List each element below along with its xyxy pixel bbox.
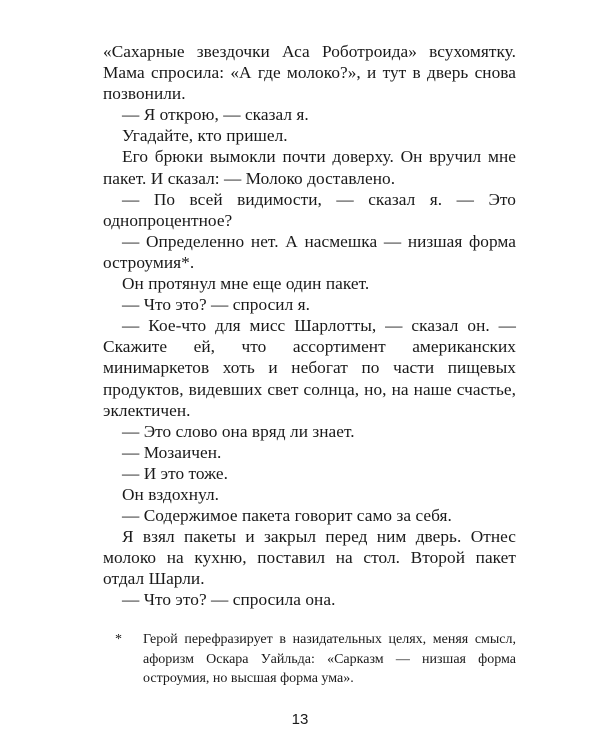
- paragraph: Я взял пакеты и закрыл перед ним дверь. Отнес молоко на кухню, поставил на стол. Второй пакет отдал Шарли.: [103, 527, 516, 589]
- paragraph: — И это тоже.: [122, 463, 228, 483]
- paragraph: Он протянул мне еще один пакет.: [122, 274, 370, 294]
- paragraph: — Что это? — спросила она.: [122, 590, 336, 610]
- paragraph: — Кое-что для мисс Шарлотты, — сказал он. — Скажите ей, что ассортимент американских минимаркетов хоть и небогат по части пищевых продуктов, видевших свет солнца, но, на наше счастье, эклектичен.: [103, 316, 516, 420]
- footnote-mark: *: [115, 632, 122, 647]
- paragraph: Его брюки вымокли почти доверху. Он вручил мне пакет. И сказал: — Молоко доставлено.: [103, 147, 516, 188]
- paragraph: Угадайте, кто пришел.: [122, 126, 288, 146]
- paragraph: — Это слово она вряд ли знает.: [122, 421, 355, 441]
- paragraph: Он вздохнул.: [122, 484, 220, 504]
- footnote-text: Герой перефразирует в назидательных целях, меняя смысл, афоризм Оскара Уайльда: «Сарказм — низшая форма остроумия, но высшая форма ума».: [143, 632, 516, 686]
- paragraph: — По всей видимости, — сказал я. — Это однопроцентное?: [103, 189, 516, 230]
- paragraph: — Я открою, — сказал я.: [122, 105, 309, 125]
- paragraph: — Содержимое пакета говорит само за себя.: [122, 506, 452, 526]
- paragraph: «Сахарные звездочки Аса Роботроида» всухомятку. Мама спросила: «А где молоко?», и тут в дверь снова позвонили.: [103, 42, 516, 104]
- paragraph: — Что это? — спросил я.: [122, 295, 311, 315]
- footnote: [103, 630, 516, 689]
- paragraph: — Мозаичен.: [122, 442, 222, 462]
- main-text: [103, 41, 516, 611]
- paragraph: — Определенно нет. А насмешка — низшая форма остроумия*.: [103, 231, 516, 272]
- page-number: 13: [291, 711, 309, 728]
